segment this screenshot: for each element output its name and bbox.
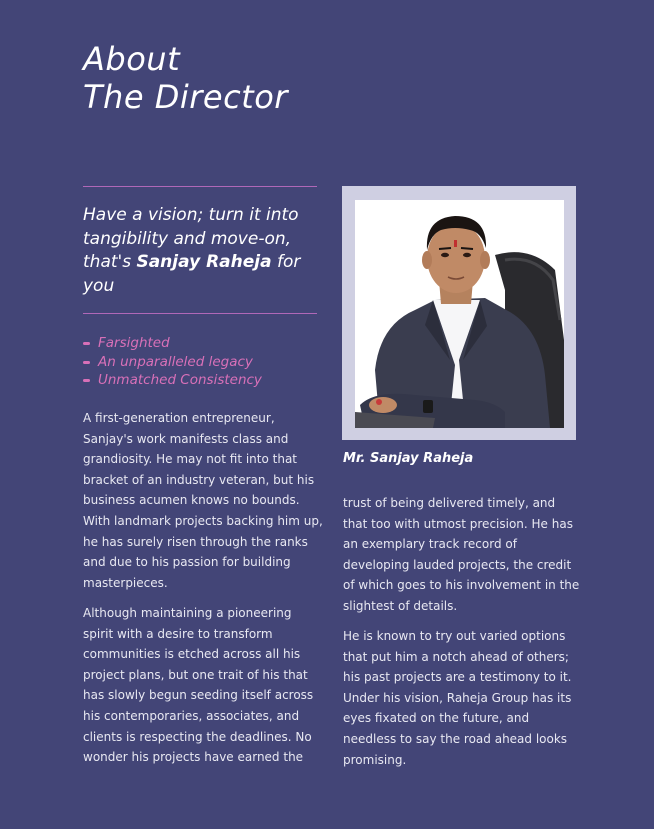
- body-paragraph-4: He is known to try out varied options that put him a notch ahead of others; his past projects are a testimony to it. Under his vision, Raheja Group has its eyes fixated on the future, and needless to say the road ahead looks promising.: [343, 629, 572, 767]
- trait-item: An unparalleled legacy: [83, 353, 262, 372]
- title-line-2: The Director: [83, 78, 288, 116]
- director-photo-frame: [342, 186, 576, 440]
- trait-item: Farsighted: [83, 334, 262, 353]
- quote-text: Have a vision; turn it into tangibility and move-on, that's: [83, 205, 299, 272]
- quote-name: Sanjay Raheja: [136, 252, 272, 272]
- director-portrait-illustration: [355, 200, 564, 428]
- director-photo: [355, 200, 564, 428]
- body-paragraph-1: A first-generation entrepreneur, Sanjay's work manifests class and grandiosity. He may not fit into that bracket of an industry veteran, but his business acumen knows no bounds. With landmark projects backing him up, he has surely risen through the ranks and due to his passion for building masterpieces.: [83, 411, 323, 590]
- body-paragraph-2: Although maintaining a pioneering spirit with a desire to transform communities is etched across all his project plans, but one trait of his that has slowly begun seeding itself across his contemporaries, associates, and clients is respecting the deadlines. No wonder his projects have earned the: [83, 606, 314, 765]
- body-paragraph-3: trust of being delivered timely, and that too with utmost precision. He has an exemplary track record of developing lauded projects, the credit of which goes to his involvement in the slightest of details.: [343, 496, 580, 613]
- trait-item: Unmatched Consistency: [83, 371, 262, 390]
- director-quote: [83, 204, 323, 298]
- page-title: [83, 40, 288, 116]
- quote-suffix: for you: [83, 252, 301, 296]
- divider-bottom: [83, 313, 317, 314]
- title-line-1: About: [83, 40, 181, 78]
- traits-list: [83, 334, 262, 390]
- divider-top: [83, 186, 317, 187]
- photo-caption: Mr. Sanjay Raheja: [343, 451, 474, 466]
